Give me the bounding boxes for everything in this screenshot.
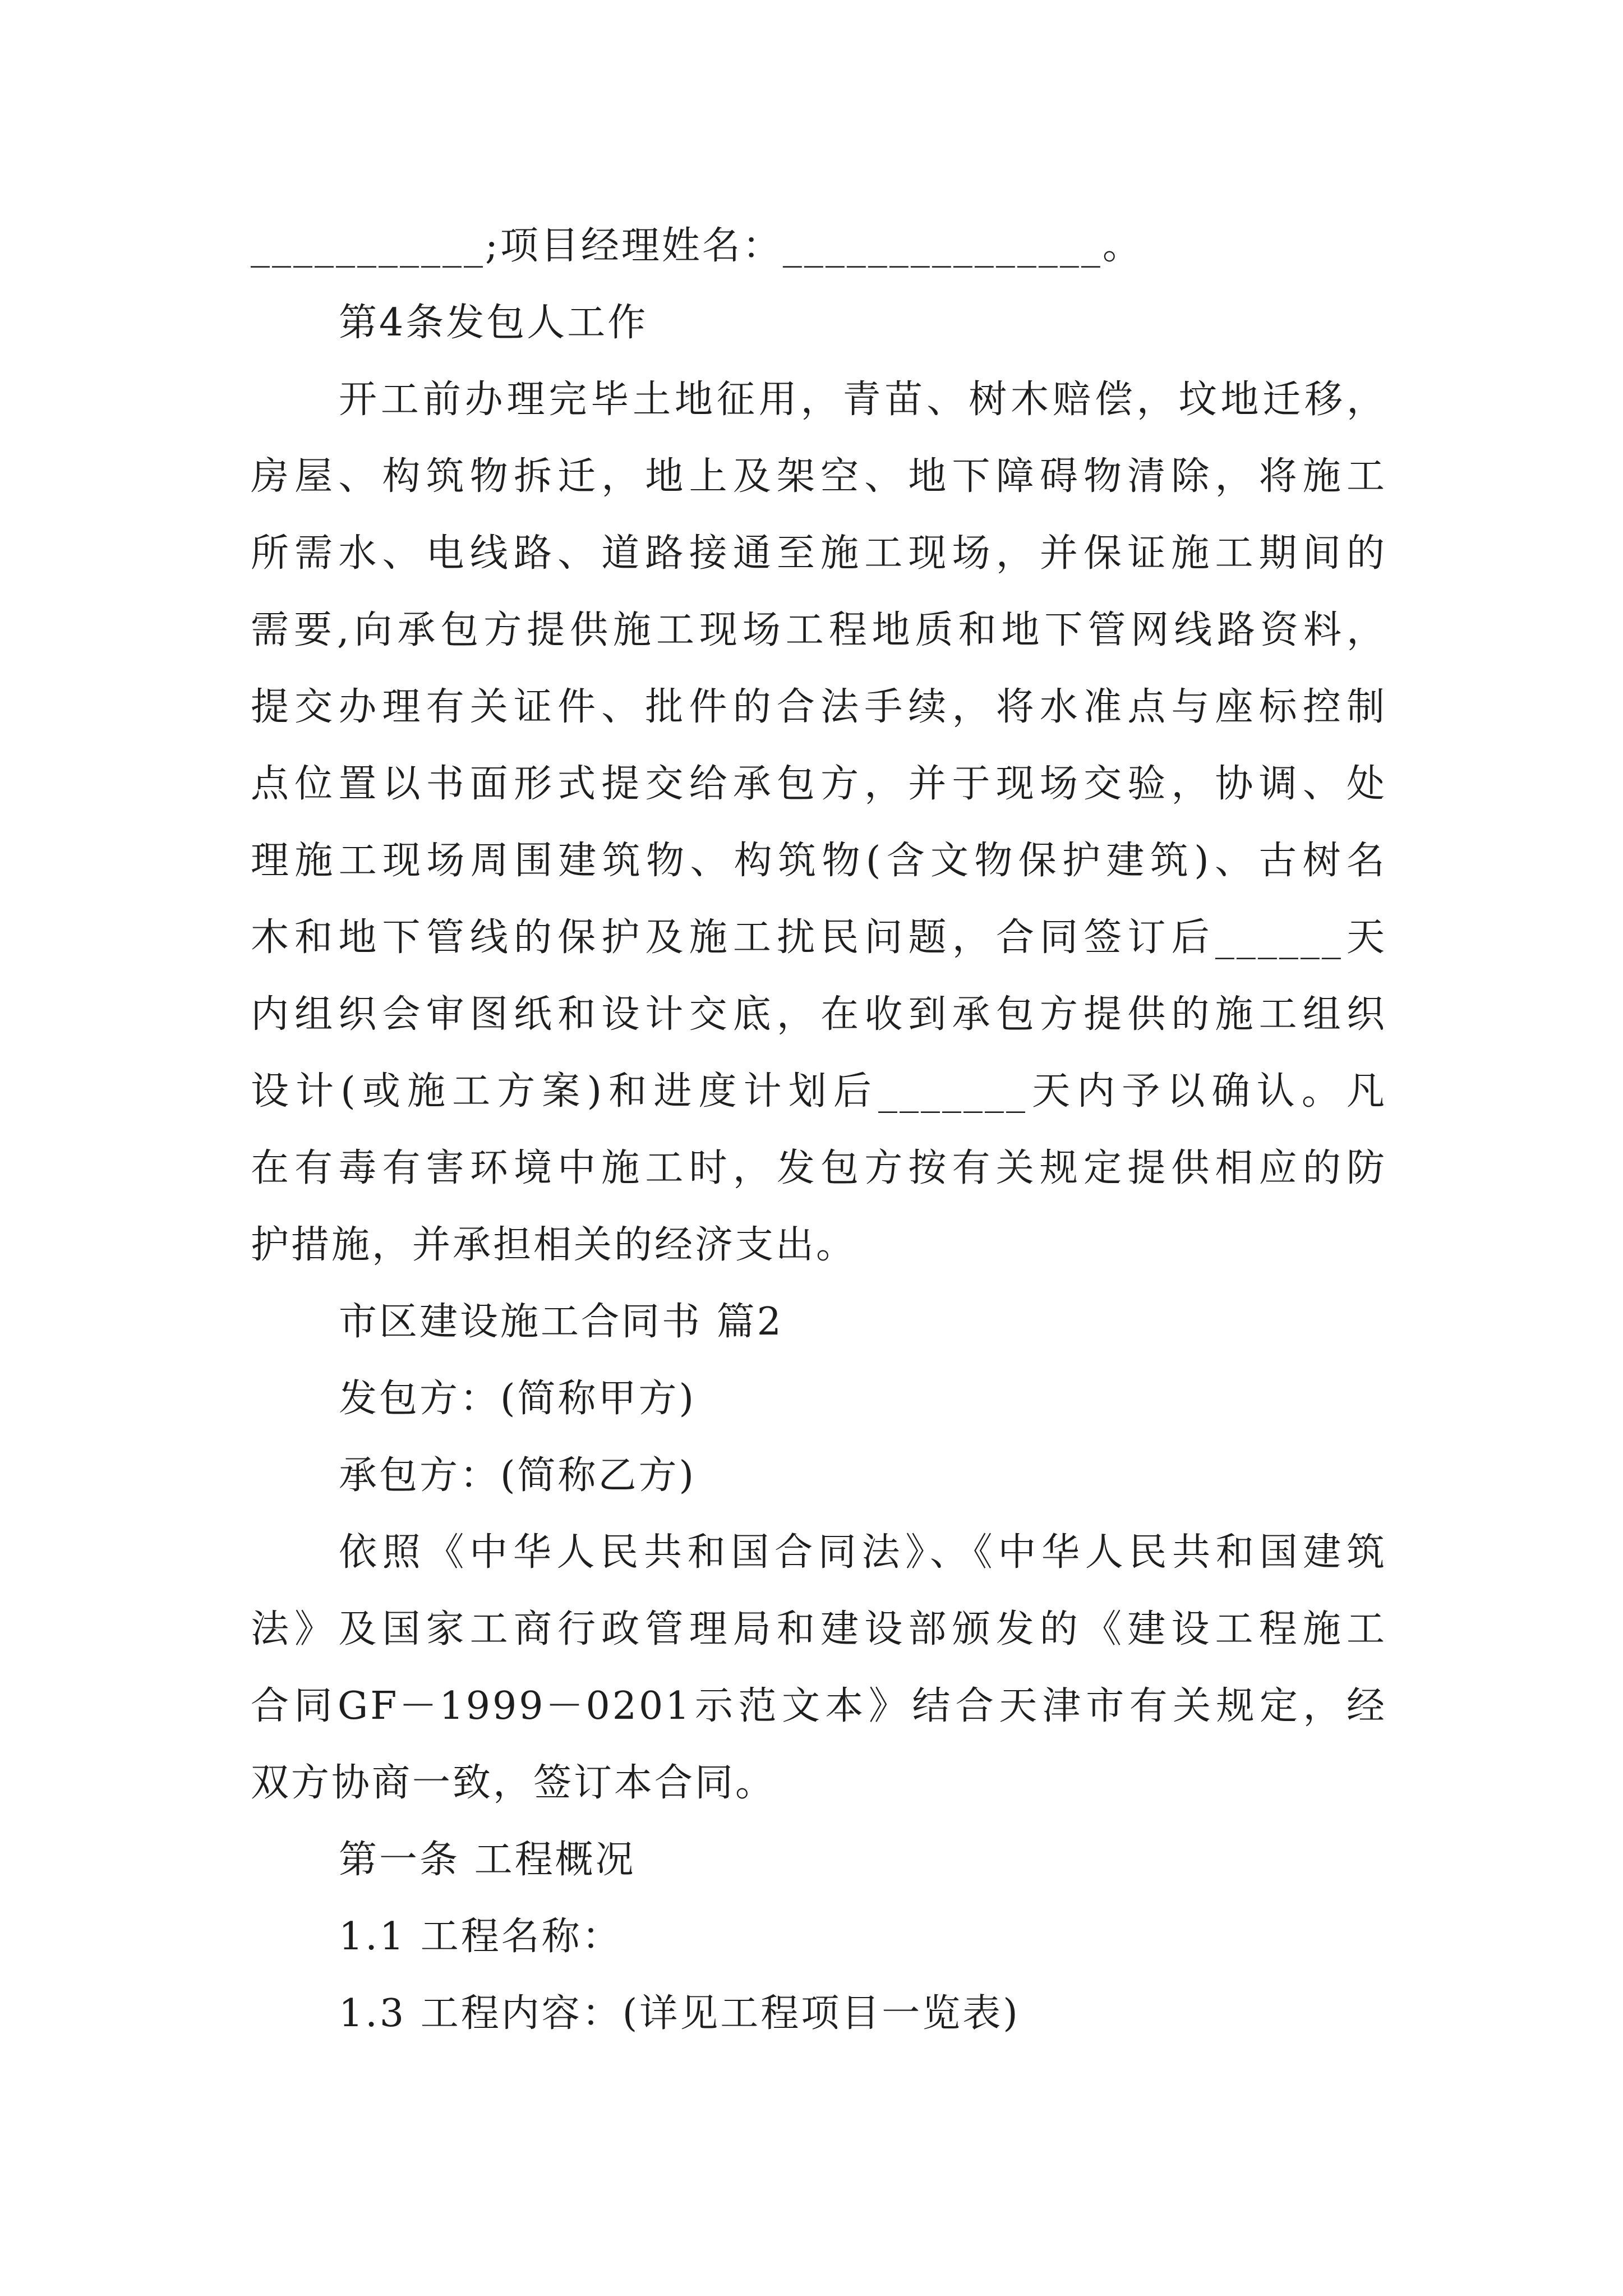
paragraph-line: 设计(或施工方案)和进度计划后_______天内予以确认。凡 — [251, 1069, 1387, 1114]
article-heading — [251, 284, 1387, 361]
section-title — [251, 1283, 1387, 1360]
paragraph-line: 法》及国家工商行政管理局和建设部颁发的《建设工程施工 — [251, 1607, 1387, 1651]
paragraph-line: 所需水、电线路、道路接通至施工现场，并保证施工期间的 — [251, 531, 1387, 576]
paragraph — [251, 361, 1387, 1283]
party-contractor — [251, 1437, 1387, 1514]
paragraph-line: 提交办理有关证件、批件的合法手续，将水准点与座标控制 — [251, 685, 1387, 729]
clause-item — [251, 1975, 1387, 2052]
heading-line: 市区建设施工合同书 篇2 — [339, 1300, 783, 1344]
paragraph-line: 点位置以书面形式提交给承包方，并于现场交验，协调、处 — [251, 762, 1387, 806]
paragraph-continuation — [251, 208, 1387, 284]
paragraph-line: ___________;项目经理姓名：_______________。 — [251, 224, 1143, 268]
paragraph-line: 开工前办理完毕土地征用，青苗、树木赔偿，坟地迁移， — [339, 378, 1387, 422]
heading-line: 第4条发包人工作 — [339, 301, 648, 345]
heading-line: 第一条 工程概况 — [339, 1838, 636, 1882]
paragraph-line: 1.3 工程内容：(详见工程项目一览表) — [339, 1991, 1020, 2036]
paragraph-line: 需要,向承包方提供施工现场工程地质和地下管网线路资料， — [251, 608, 1387, 652]
paragraph-line: 合同GF－1999－0201示范文本》结合天津市有关规定，经 — [251, 1684, 1387, 1728]
paragraph-line: 在有毒有害环境中施工时，发包方按有关规定提供相应的防 — [251, 1146, 1387, 1190]
paragraph-line: 内组织会审图纸和设计交底，在收到承包方提供的施工组织 — [251, 992, 1387, 1037]
paragraph-line: 房屋、构筑物拆迁，地上及架空、地下障碍物清除，将施工 — [251, 454, 1387, 499]
clause-item — [251, 1898, 1387, 1975]
article-heading — [251, 1821, 1387, 1898]
document-body — [251, 208, 1387, 2052]
paragraph-line: 承包方：(简称乙方) — [339, 1453, 697, 1498]
paragraph-line: 1.1 工程名称： — [339, 1915, 623, 1959]
paragraph-line: 理施工现场周围建筑物、构筑物(含文物保护建筑)、古树名 — [251, 839, 1387, 883]
paragraph-line: 依照《中华人民共和国合同法》、《中华人民共和国建筑 — [339, 1530, 1387, 1575]
party-employer — [251, 1360, 1387, 1437]
paragraph-line: 木和地下管线的保护及施工扰民问题，合同签订后______天 — [251, 915, 1387, 960]
paragraph-line: 发包方：(简称甲方) — [339, 1377, 697, 1421]
paragraph — [251, 1514, 1387, 1821]
paragraph-line: 护措施，并承担相关的经济支出。 — [251, 1223, 857, 1267]
paragraph-line: 双方协商一致，签订本合同。 — [251, 1761, 776, 1805]
